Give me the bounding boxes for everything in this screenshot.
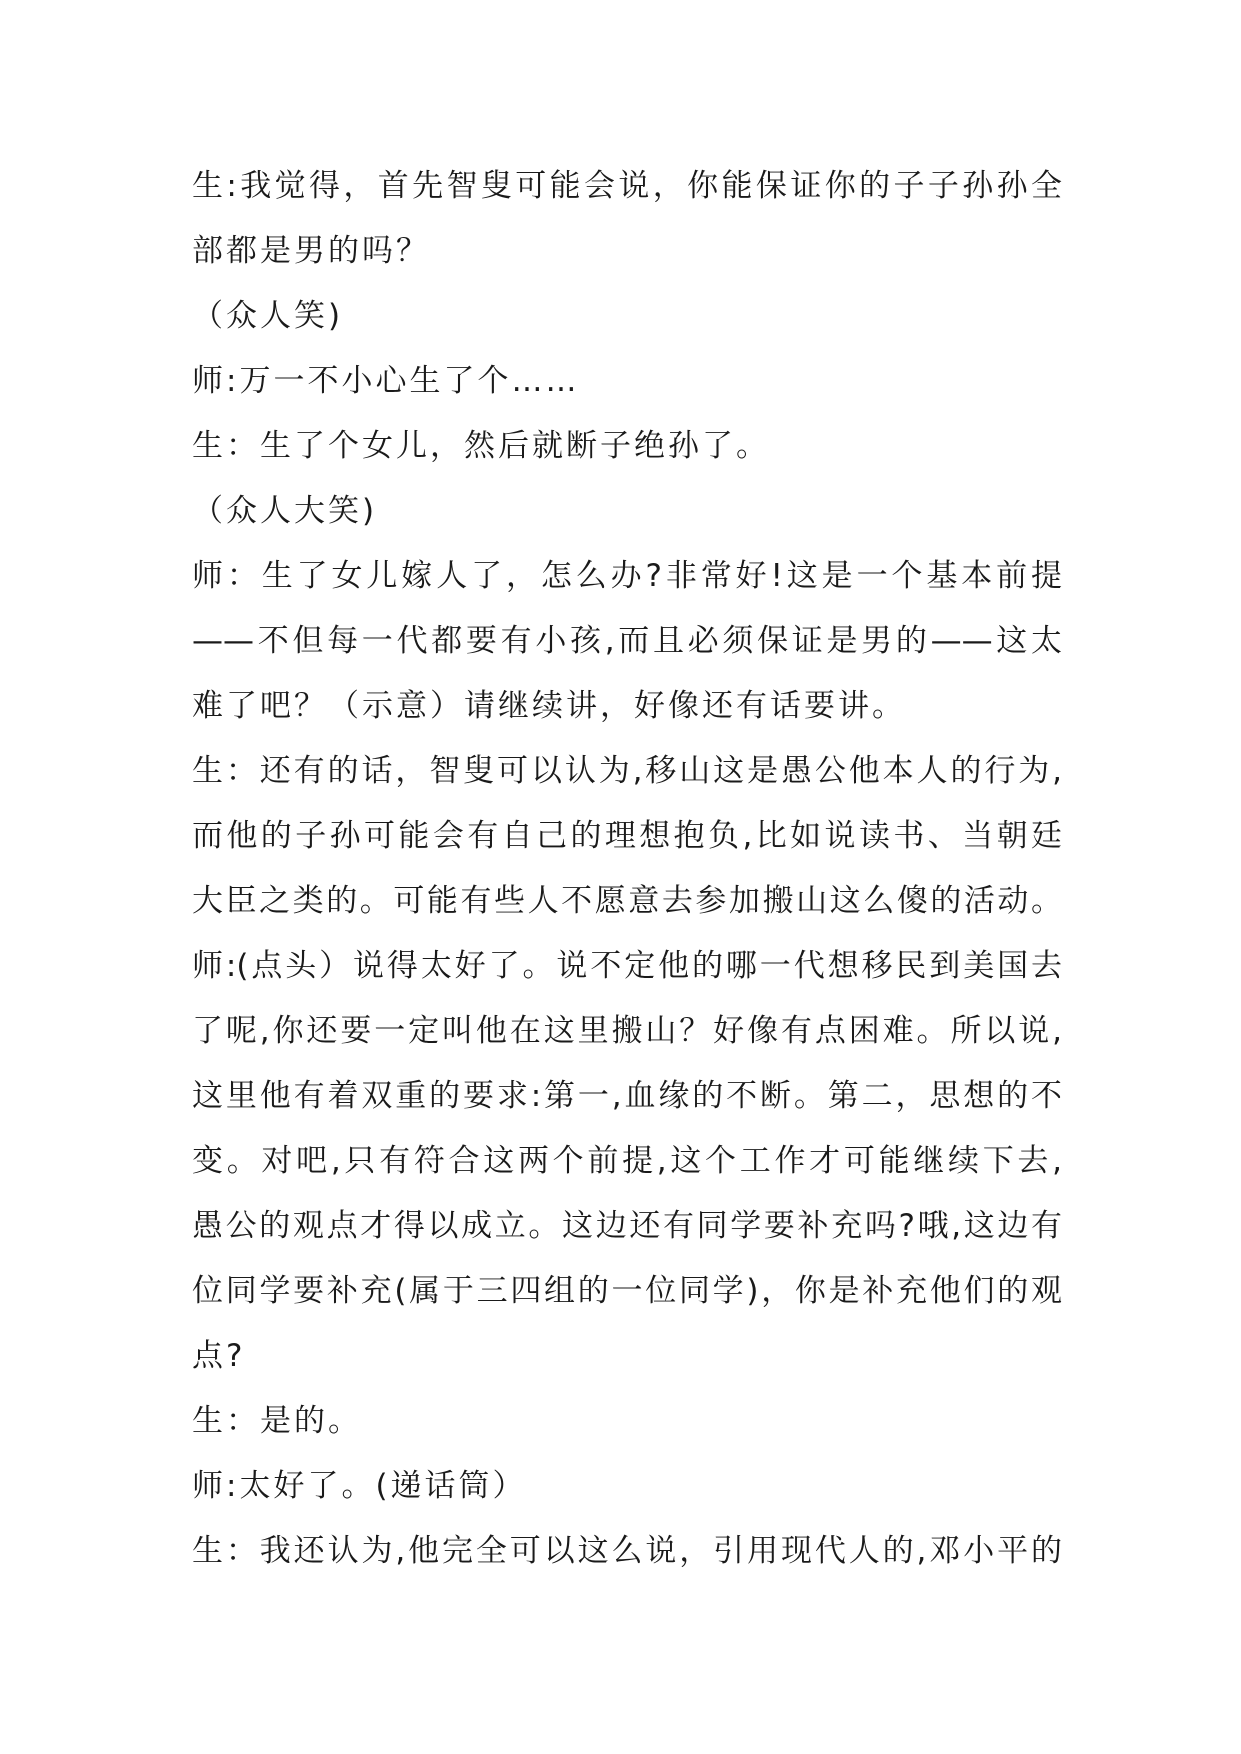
text-line-9: 难了吧？（示意）请继续讲，好像还有话要讲。	[192, 688, 906, 724]
text-line-1: 生:我觉得，首先智叟可能会说，你能保证你的子子孙孙全	[192, 168, 1062, 204]
text-line-7: 师：生了女儿嫁人了，怎么办?非常好!这是一个基本前提	[192, 558, 1062, 594]
text-line-22: 生：我还认为,他完全可以这么说，引用现代人的,邓小平的	[192, 1533, 1062, 1569]
text-line-4: 师:万一不小心生了个……	[192, 363, 580, 399]
text-line-16: 变。对吧,只有符合这两个前提,这个工作才可能继续下去,	[192, 1143, 1062, 1179]
text-line-10: 生：还有的话，智叟可以认为,移山这是愚公他本人的行为,	[192, 753, 1062, 789]
text-line-18: 位同学要补充(属于三四组的一位同学)，你是补充他们的观	[192, 1273, 1062, 1309]
text-line-13: 师:(点头）说得太好了。说不定他的哪一代想移民到美国去	[192, 948, 1062, 984]
text-line-21: 师:太好了。(递话筒）	[192, 1468, 527, 1504]
dialogue-text	[192, 154, 1062, 1584]
text-line-20: 生：是的。	[192, 1403, 362, 1439]
text-line-2: 部都是男的吗？	[192, 233, 430, 269]
text-line-6: （众人大笑)	[192, 493, 378, 529]
text-line-8: ——不但每一代都要有小孩,而且必须保证是男的——这太	[192, 623, 1062, 659]
text-line-11: 而他的子孙可能会有自己的理想抱负,比如说读书、当朝廷	[192, 818, 1062, 854]
text-line-12: 大臣之类的。可能有些人不愿意去参加搬山这么傻的活动。	[192, 883, 1062, 919]
text-line-15: 这里他有着双重的要求:第一,血缘的不断。第二，思想的不	[192, 1078, 1062, 1114]
text-line-5: 生：生了个女儿，然后就断子绝孙了。	[192, 428, 770, 464]
text-line-19: 点?	[192, 1338, 246, 1374]
text-line-3: （众人笑)	[192, 298, 344, 334]
text-line-14: 了呢,你还要一定叫他在这里搬山？好像有点困难。所以说,	[192, 1013, 1062, 1049]
text-line-17: 愚公的观点才得以成立。这边还有同学要补充吗?哦,这边有	[192, 1208, 1062, 1244]
